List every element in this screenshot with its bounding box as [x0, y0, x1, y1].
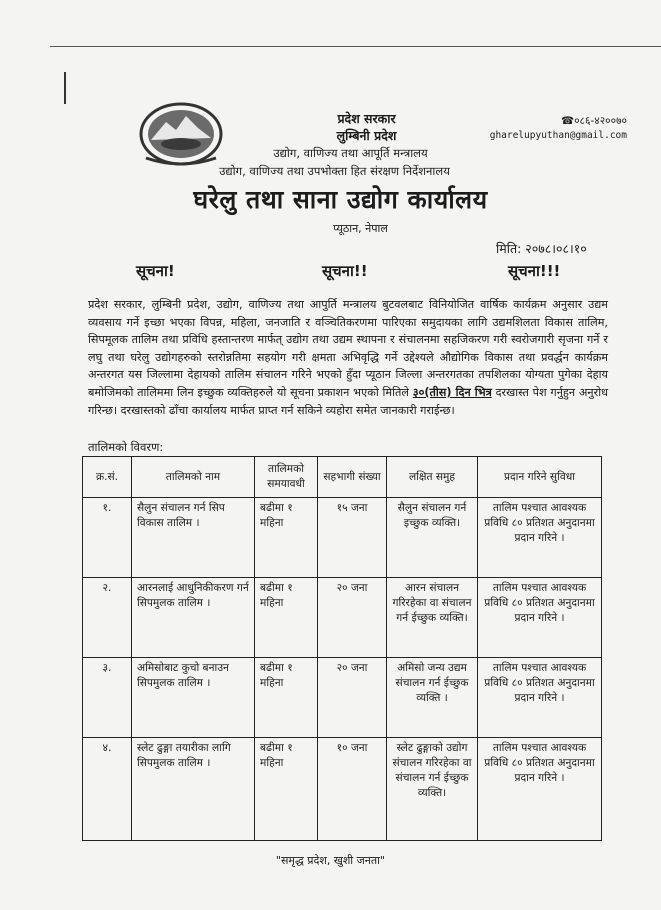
cell-training-name: स्लेट ढुङ्गा तयारीका लागि सिपमुलक तालिम । [132, 737, 255, 840]
email-address: gharelupyuthan@gmail.com [489, 130, 627, 141]
cell-serial: ३. [83, 657, 132, 737]
cell-duration: बढीमा १ महिना [255, 657, 318, 737]
footer-slogan: "समृद्ध प्रदेश, खुशी जनता" [275, 854, 386, 867]
table-row [83, 657, 602, 737]
cell-target-group: स्लेट ढुङ्गाको उद्योग संचालन गरिरहेका वा संचालन गर्न ईच्छुक व्यक्ति। [387, 737, 478, 840]
header-target-group: लक्षित समुह [387, 457, 478, 498]
header-serial: क्र.सं. [83, 457, 132, 498]
header-government: प्रदेश सरकार [337, 111, 396, 126]
cell-participants: २० जना [318, 657, 387, 737]
header-training-name: तालिमको नाम [132, 457, 255, 498]
cell-facility: तालिम पश्चात आवश्यक प्रविधि ८० प्रतिशत अनुदानमा प्रदान गरिने । [478, 498, 602, 578]
cell-serial: ४. [83, 737, 132, 840]
cell-duration: बढीमा १ महिना [255, 737, 318, 840]
cell-participants: १० जना [318, 737, 387, 840]
cell-target-group: अमिसो जन्य उद्यम संचालन गर्न ईच्छुक व्यक्ति । [387, 657, 478, 737]
phone-number: ☎०८६-४२००७० [560, 115, 627, 127]
deadline-text: ३०(तीस) दिन भित्र [412, 385, 492, 399]
notice-heading-1: सूचना! [136, 262, 175, 280]
cell-training-name: आरनलाई आधुनिकीकरण गर्न सिपमुलक तालिम । [132, 577, 255, 657]
cell-training-name: अमिसोबाट कुचो बनाउन सिपमुलक तालिम । [132, 657, 255, 737]
header-ministry: उद्योग, वाणिज्य तथा आपूर्ति मन्त्रालय [273, 146, 428, 160]
cell-facility: तालिम पश्चात आवश्यक प्रविधि ८० प्रतिशत अनुदानमा प्रदान गरिने । [478, 737, 602, 840]
office-location: प्यूठान, नेपाल [333, 222, 388, 235]
header-directorate: उद्योग, वाणिज्य तथा उपभोक्ता हित संरक्षण निर्देशनालय [219, 164, 450, 178]
cell-participants: १५ जना [318, 498, 387, 578]
cell-serial: २. [83, 577, 132, 657]
scan-border-line [50, 46, 661, 47]
cell-facility: तालिम पश्चात आवश्यक प्रविधि ८० प्रतिशत अनुदानमा प्रदान गरिने । [478, 657, 602, 737]
notice-date: मिति: २०७८।०८।१० [496, 241, 587, 256]
header-duration: तालिमको समयावधी [255, 457, 318, 498]
table-row [83, 577, 602, 657]
body-text-part-2: दरखास्त पेश गर्नुहुन अनुरोध गरिन्छ। दरखास्तको ढाँचा कार्यालय मार्फत प्राप्त गर्न सकिने व्यहोरा समेत जानकारी गराईन्छ। [88, 385, 608, 417]
notice-heading-2: सूचना!! [322, 262, 368, 280]
notice-heading-3: सूचना!!! [508, 262, 561, 280]
notice-body [88, 296, 608, 419]
cell-target-group: आरन संचालन गरिरहेका वा संचालन गर्न ईच्छुक व्यक्ति। [387, 577, 478, 657]
header-participants: सहभागी संख्या [318, 457, 387, 498]
office-name: घरेलु तथा साना उद्योग कार्यालय [193, 185, 488, 214]
header-facility: प्रदान गरिने सुविधा [478, 457, 602, 498]
table-header-row [83, 457, 602, 498]
cell-duration: बढीमा १ महिना [255, 498, 318, 578]
cell-serial: १. [83, 498, 132, 578]
body-text-part-1: प्रदेश सरकार, लुम्बिनी प्रदेश, उद्योग, वाणिज्य तथा आपुर्ति मन्त्रालय बुटवलबाट विनियोजित वार्षिक कार्यक्रम अनुसार उद्यम व्यवसाय गर्ने इच्छा भएका विपन्न, महिला, जनजाति र वञ्चितिकरणमा पारिएका समुदायका लागि उद्यमशिलता विकास तालिम, सिपमूलक तालिम तथा प्रविधि हस्तान्तरण मार्फत् उद्योग तथा उद्यम स्थापना र संचालनमा सहजिकरण गरी स्वरोजगारी सृजना गर्ने र लघु तथा घरेलु उद्योगहरुको स्तरोन्नतिमा सहयोग गरी क्षमता अभिवृद्धि गर्ने उद्देश्यले औद्योगिक विकास तथा प्रवर्द्धन कार्यक्रम अन्तरगत यस जिल्लामा देहायको तालिम संचालन गरिने भएको हुँदा प्यूठान जिल्ला अन्तरगतका तपशिलका योग्यता पुगेका देहाय बमोजिमको तालिममा लिन इच्छुक व्यक्तिहरुले यो सूचना प्रकाशन भएको मितिले [88, 298, 608, 399]
training-table [82, 456, 602, 841]
cell-training-name: सैलुन संचालन गर्न सिप विकास तालिम । [132, 498, 255, 578]
cell-facility: तालिम पश्चात आवश्यक प्रविधि ८० प्रतिशत अनुदानमा प्रदान गरिने । [478, 577, 602, 657]
cell-target-group: सैलुन संचालन गर्न इच्छुक व्यक्ति। [387, 498, 478, 578]
table-row [83, 737, 602, 840]
table-row [83, 498, 602, 578]
cell-duration: बढीमा १ महिना [255, 577, 318, 657]
header-province: लुम्बिनी प्रदेश [336, 128, 397, 143]
cell-participants: २० जना [318, 577, 387, 657]
scan-mark [64, 72, 66, 104]
table-caption: तालिमको विवरण: [88, 440, 164, 454]
